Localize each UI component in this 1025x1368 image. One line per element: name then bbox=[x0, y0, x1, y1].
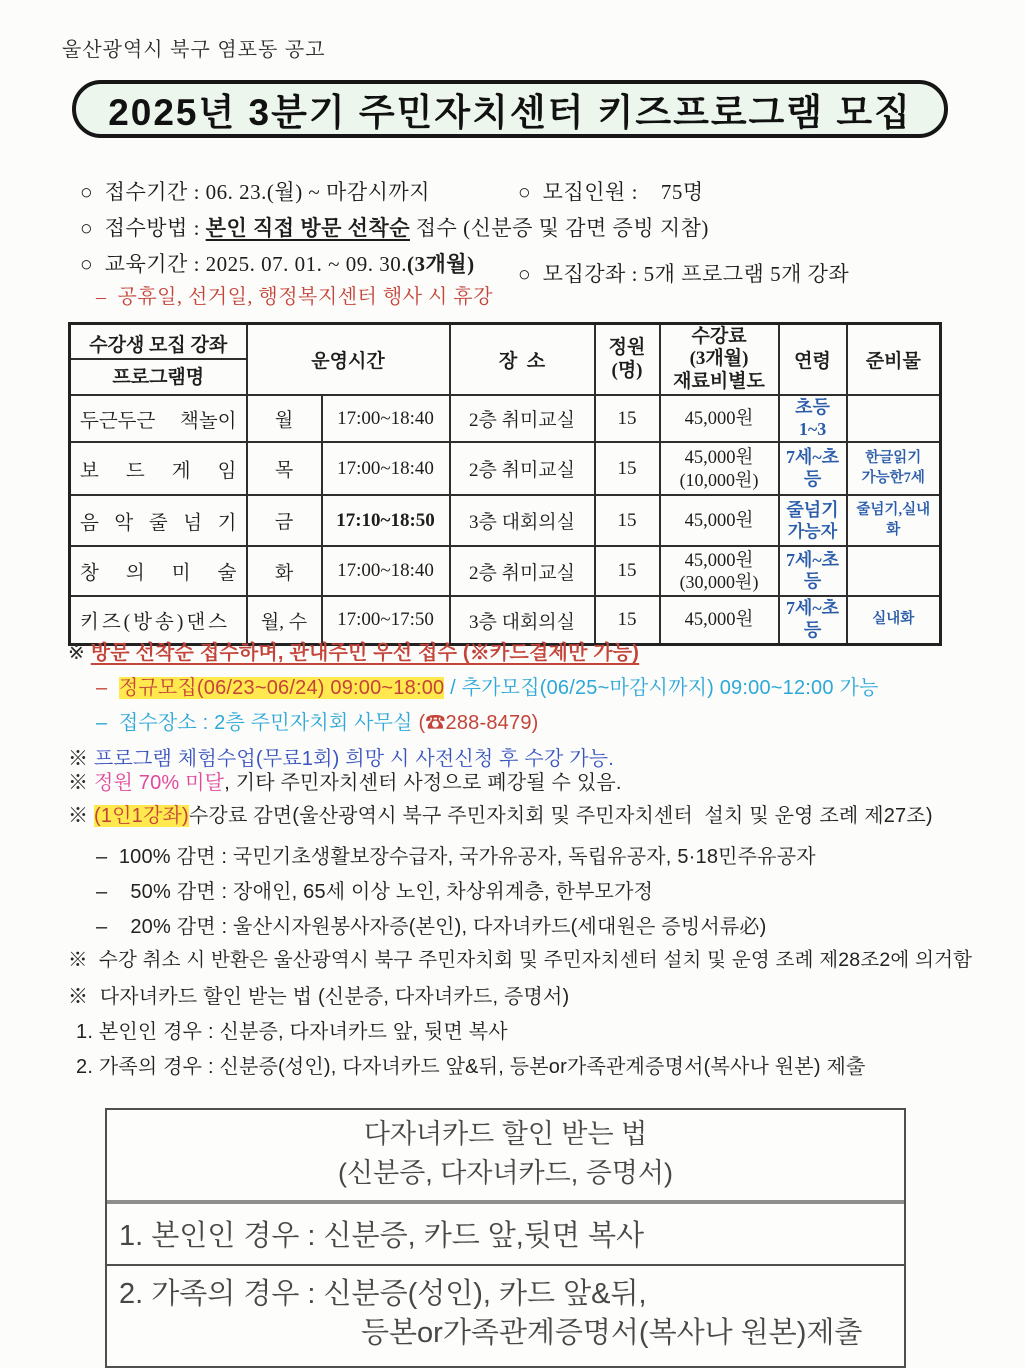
page-title: 2025년 3분기 주민자치센터 키즈프로그램 모집 bbox=[108, 92, 912, 133]
note-discount-100: – 100% 감면 : 국민기초생활보장수급자, 국가유공자, 독립유공자, 5·18민주유공자 bbox=[96, 846, 816, 868]
cell-age bbox=[779, 495, 847, 546]
header-age: 연령 bbox=[779, 324, 847, 396]
header-fee bbox=[660, 324, 779, 396]
cell-age bbox=[779, 596, 847, 644]
cell-fee bbox=[660, 596, 779, 644]
note-family-case: 2. 가족의 경우 : 신분증(성인), 다자녀카드 앞&뒤, 등본or가족관계증명서(복사나 원본) 제출 bbox=[76, 1056, 866, 1078]
header-capacity bbox=[595, 324, 660, 396]
cell-place: 2층 취미교실 bbox=[450, 546, 595, 596]
note-visit-text: 방문 선착순 접수하며, 관내주민 우선 접수 (※카드결제만 가능) bbox=[90, 642, 640, 664]
multichild-card-box bbox=[105, 1108, 906, 1368]
separator: / bbox=[444, 677, 462, 699]
course-row-music-jumprope bbox=[70, 495, 941, 546]
cell-place: 2층 취미교실 bbox=[450, 395, 595, 442]
info-recruit-count: ○ 모집인원 : 75명 bbox=[518, 180, 704, 204]
course-row-board-game bbox=[70, 442, 941, 495]
header-fee-1: 수강료 bbox=[691, 326, 747, 347]
info-method-emphasis: 본인 직접 방문 선착순 bbox=[205, 216, 410, 240]
info-method-prefix: ○ 접수방법 : bbox=[80, 216, 206, 240]
cell-capacity: 15 bbox=[595, 546, 660, 596]
cell-program-name: 두근두근 책놀이 bbox=[70, 395, 247, 442]
cell-fee bbox=[660, 546, 779, 596]
multichild-box-title-line1: 다자녀카드 할인 받는 법 bbox=[363, 1119, 648, 1149]
cell-time: 17:00~18:40 bbox=[322, 395, 450, 442]
note-under-70: 정원 70% 미달 bbox=[93, 772, 225, 794]
cell-time: 17:00~18:40 bbox=[322, 546, 450, 596]
cell-age bbox=[779, 395, 847, 442]
note-place-text: – 접수장소 : 2층 주민자치회 사무실 bbox=[96, 712, 419, 734]
note-discount-rest: 수강료 감면(울산광역시 북구 주민자치회 및 주민자치센터 설치 및 운영 조례 제27조) bbox=[188, 805, 933, 827]
cell-supplies bbox=[847, 495, 941, 546]
supplies-line1: 실내화 bbox=[872, 611, 915, 628]
note-discount-20: – 20% 감면 : 울산시자원봉사자증(본인), 다자녀카드(세대원은 증빙서류必) bbox=[96, 916, 767, 938]
cell-day: 금 bbox=[247, 495, 322, 546]
header-fee-3: 재료비별도 bbox=[673, 370, 765, 392]
note-discount-50: – 50% 감면 : 장애인, 65세 이상 노인, 차상위계층, 한부모가정 bbox=[96, 881, 654, 903]
note-fee-discount bbox=[68, 799, 933, 828]
note-self-case: 1. 본인인 경우 : 신분증, 다자녀카드 앞, 뒷면 복사 bbox=[76, 1021, 508, 1043]
fee-material: (10,000원) bbox=[679, 469, 759, 490]
multichild-box-row-self: 1. 본인인 경우 : 신분증, 카드 앞,뒷면 복사 bbox=[107, 1204, 904, 1266]
info-holiday-note: – 공휴일, 선거일, 행정복지센터 행사 시 휴강 bbox=[96, 286, 493, 308]
cell-capacity: 15 bbox=[595, 495, 660, 546]
cell-capacity: 15 bbox=[595, 442, 660, 495]
cell-supplies bbox=[847, 596, 941, 644]
multichild-box-row-family bbox=[107, 1266, 904, 1365]
fee-amount: 45,000원 bbox=[684, 609, 754, 630]
cell-age bbox=[779, 546, 847, 596]
note-multichild-discount-how: ※ 다자녀카드 할인 받는 법 (신분증, 다자녀카드, 증명서) bbox=[68, 986, 570, 1008]
header-supplies: 준비물 bbox=[847, 324, 941, 396]
age-line1: 초등1~3 bbox=[795, 397, 830, 439]
note-mark: ※ bbox=[68, 805, 94, 827]
age-line2: 가능자 bbox=[787, 521, 838, 541]
cell-fee bbox=[660, 495, 779, 546]
age-line1: 7세~초등 bbox=[785, 447, 840, 489]
fee-amount: 45,000원 bbox=[684, 408, 754, 429]
header-program-top: 수강생 모집 강좌 bbox=[71, 329, 246, 360]
fee-amount: 45,000원 bbox=[684, 448, 754, 469]
cell-capacity: 15 bbox=[595, 596, 660, 644]
note-trial-text: 프로그램 체험수업(무료1회) 희망 시 사전신청 후 수강 가능. bbox=[93, 748, 615, 770]
header-fee-2: (3개월) bbox=[689, 348, 749, 370]
info-reception-period: ○ 접수기간 : 06. 23.(월) ~ 마감시까지 bbox=[80, 180, 430, 204]
cell-time: 17:00~18:40 bbox=[322, 442, 450, 495]
cell-capacity: 15 bbox=[595, 395, 660, 442]
supplies-line2: 가능한7세 bbox=[861, 469, 925, 486]
cell-supplies bbox=[847, 395, 941, 442]
info-education-period bbox=[80, 248, 475, 278]
info-course-count: ○ 모집강좌 : 5개 프로그램 5개 강좌 bbox=[518, 262, 850, 286]
note-visit-first-come bbox=[68, 636, 639, 665]
header-capacity-1: 정원 bbox=[608, 336, 646, 358]
cell-day: 월, 수 bbox=[247, 596, 322, 644]
header-program-bottom: 프로그램명 bbox=[112, 366, 205, 388]
title-banner bbox=[72, 80, 948, 138]
supplies-line1: 한글읽기 bbox=[865, 450, 922, 467]
fee-amount: 45,000원 bbox=[684, 510, 754, 531]
course-table bbox=[68, 322, 942, 646]
cell-supplies bbox=[847, 442, 941, 495]
note-refund-rule: ※ 수강 취소 시 반환은 울산광역시 북구 주민자치회 및 주민자치센터 설치 및 운영 조례 제28조2에 의거함 bbox=[68, 949, 973, 971]
header-program bbox=[70, 324, 247, 396]
fee-amount: 45,000원 bbox=[684, 550, 754, 571]
info-reception-method bbox=[80, 212, 709, 242]
cell-fee bbox=[660, 395, 779, 442]
info-method-suffix: 접수 (신분증 및 감면 증빙 지참) bbox=[410, 216, 709, 240]
cell-program-name: 키즈(방송)댄스 bbox=[70, 596, 247, 644]
family-row-line1: 2. 가족의 경우 : 신분증(성인), 카드 앞&뒤, bbox=[119, 1278, 647, 1311]
note-one-per-person: (1인1강좌) bbox=[93, 805, 189, 827]
info-edu-prefix: ○ 교육기간 : 2025. 07. 01. ~ 09. 30. bbox=[80, 252, 408, 276]
header-place: 장 소 bbox=[450, 324, 595, 396]
cell-age bbox=[779, 442, 847, 495]
header-time: 운영시간 bbox=[247, 324, 450, 396]
cell-time: 17:10~18:50 bbox=[322, 495, 450, 546]
age-line1: 줄넘기 bbox=[786, 499, 839, 520]
cell-supplies bbox=[847, 546, 941, 596]
cell-time: 17:00~17:50 bbox=[322, 596, 450, 644]
cell-program-name: 보 드 게 임 bbox=[70, 442, 247, 495]
note-cancellation bbox=[68, 766, 622, 795]
multichild-box-title-line2: (신분증, 다자녀카드, 증명서) bbox=[338, 1158, 673, 1189]
note-phone-number: (☎288-8479) bbox=[418, 712, 539, 734]
note-reception-place bbox=[96, 706, 539, 735]
cell-day: 월 bbox=[247, 395, 322, 442]
info-edu-duration: (3개월) bbox=[407, 252, 475, 276]
cell-day: 화 bbox=[247, 546, 322, 596]
cell-day: 목 bbox=[247, 442, 322, 495]
note-extra-recruit: 추가모집(06/25~마감시까지) 09:00~12:00 가능 bbox=[461, 677, 879, 699]
note-mark: ※ bbox=[68, 642, 91, 664]
header-capacity-2: (명) bbox=[611, 359, 643, 381]
cell-program-name: 창 의 미 술 bbox=[70, 546, 247, 596]
course-row-book-play bbox=[70, 395, 941, 442]
cell-place: 2층 취미교실 bbox=[450, 442, 595, 495]
note-mark: ※ bbox=[68, 772, 94, 794]
dash: – bbox=[96, 677, 119, 699]
family-row-line2: 등본or가족관계증명서(복사나 원본)제출 bbox=[361, 1317, 863, 1350]
cell-fee bbox=[660, 442, 779, 495]
course-table-header-row bbox=[70, 324, 941, 396]
note-regular-recruit: 정규모집(06/23~06/24) 09:00~18:00 bbox=[118, 677, 445, 699]
course-row-creative-art bbox=[70, 546, 941, 596]
cell-program-name: 음 악 줄 넘 기 bbox=[70, 495, 247, 546]
age-line1: 7세~초등 bbox=[785, 549, 840, 592]
cell-place: 3층 대회의실 bbox=[450, 596, 595, 644]
age-line1: 7세~초등 bbox=[785, 598, 840, 640]
supplies-line1: 줄넘기,실내화 bbox=[856, 502, 931, 538]
fee-material: (30,000원) bbox=[679, 572, 759, 593]
note-cancel-rest: , 기타 주민자치센터 사정으로 폐강될 수 있음. bbox=[224, 772, 622, 794]
cell-place: 3층 대회의실 bbox=[450, 495, 595, 546]
note-mark: ※ bbox=[68, 748, 94, 770]
multichild-box-header bbox=[107, 1110, 904, 1204]
notice-authority-label: 울산광역시 북구 염포동 공고 bbox=[62, 39, 326, 61]
note-recruit-schedule bbox=[96, 671, 879, 700]
